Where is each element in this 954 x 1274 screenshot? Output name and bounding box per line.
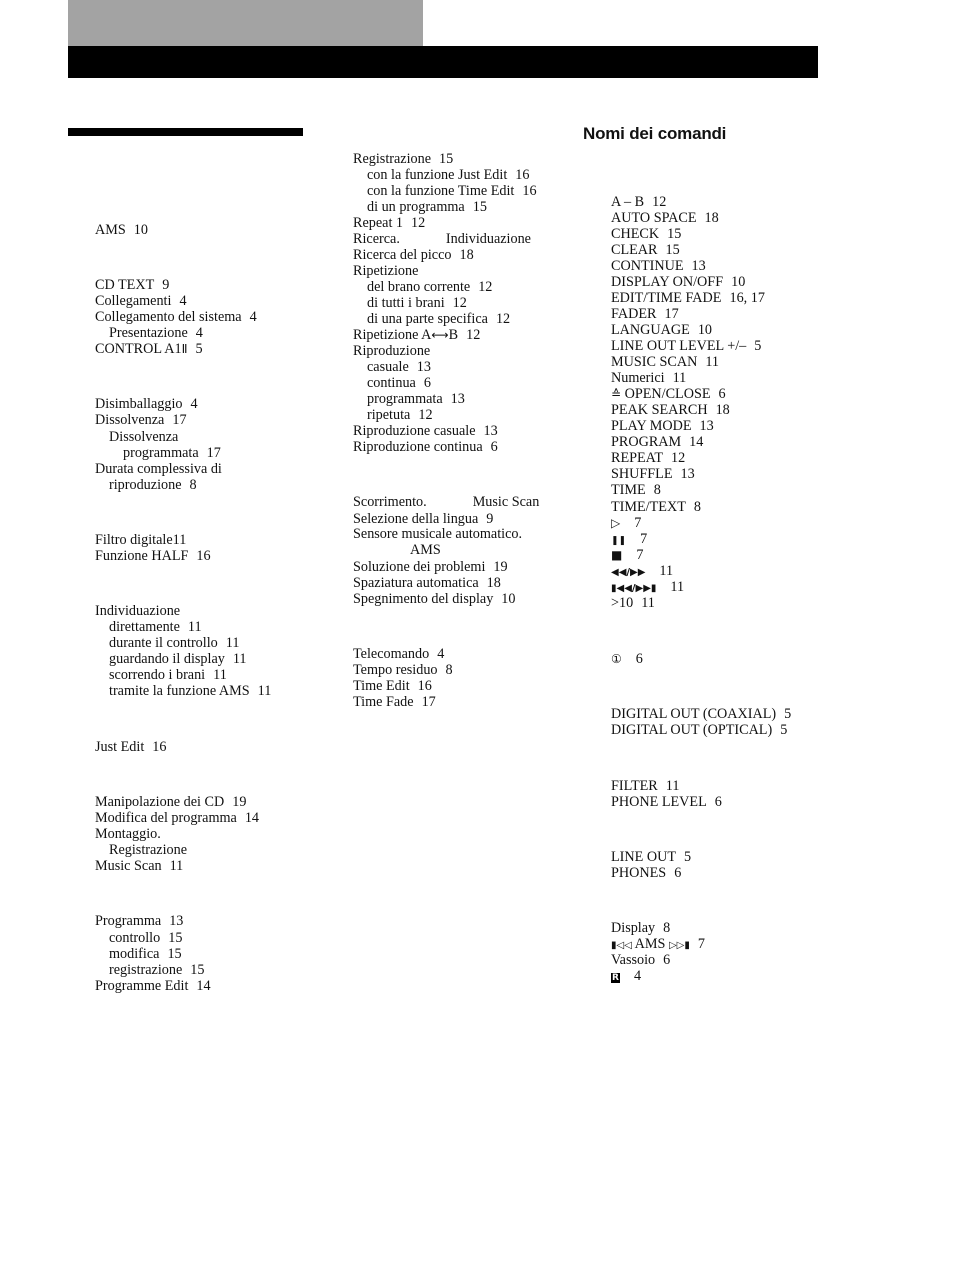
index-entry: Time Fade 17 <box>353 694 436 710</box>
control-entry: TIME/TEXT 8 <box>611 499 701 515</box>
index-subentry: Registrazione <box>109 842 188 858</box>
control-entry: PHONES 6 <box>611 865 682 881</box>
index-subentry: direttamente 11 <box>109 619 202 635</box>
index-entry: Repeat 1 12 <box>353 215 426 231</box>
control-entry: LANGUAGE 10 <box>611 322 712 338</box>
index-subentry: registrazione 15 <box>109 962 205 978</box>
index-entry: Sensore musicale automatico. <box>353 526 523 542</box>
index-entry: CD TEXT 9 <box>95 277 170 293</box>
control-entry: ❚❚ 7 <box>611 531 648 547</box>
control-entry: SHUFFLE 13 <box>611 466 695 482</box>
control-entry: ▮◁◁ AMS ▷▷▮ 7 <box>611 936 705 952</box>
header-black-bar <box>68 46 818 78</box>
index-subentry: continua 6 <box>367 375 431 391</box>
index-subentry: scorrendo i brani 11 <box>109 667 227 683</box>
index-subentry: di un programma 15 <box>367 199 487 215</box>
control-entry: DISPLAY ON/OFF 10 <box>611 274 746 290</box>
index-entry: Disimballaggio 4 <box>95 396 198 412</box>
index-entry: Telecomando 4 <box>353 646 445 662</box>
index-entry: AMS 10 <box>95 222 148 238</box>
index-entry: Music Scan 11 <box>95 858 184 874</box>
index-entry: Spaziatura automatica 18 <box>353 575 501 591</box>
index-entry: Manipolazione dei CD 19 <box>95 794 247 810</box>
control-entry: MUSIC SCAN 11 <box>611 354 720 370</box>
control-entry: PROGRAM 14 <box>611 434 704 450</box>
control-entry: ◀◀/▶▶ 11 <box>611 563 674 579</box>
control-entry: ▮◀◀/▶▶▮ 11 <box>611 579 685 595</box>
index-entry: Programma 13 <box>95 913 184 929</box>
index-entry: Filtro digitale11 <box>95 532 187 548</box>
section-heading: Nomi dei comandi <box>583 124 727 143</box>
index-entry: Programme Edit 14 <box>95 978 211 994</box>
control-entry: Numerici 11 <box>611 370 687 386</box>
index-entry: Ricerca del picco 18 <box>353 247 474 263</box>
control-entry: ① 6 <box>611 651 643 667</box>
bidirectional-arrow-icon: ⟷ <box>431 328 449 342</box>
index-entry: Ricerca. Individuazione <box>353 231 531 247</box>
index-entry: Ripetizione <box>353 263 419 279</box>
control-entry: ■ 7 <box>611 547 644 563</box>
index-entry: Collegamenti 4 <box>95 293 187 309</box>
control-entry: A – B 12 <box>611 194 667 210</box>
index-subentry: ripetuta 12 <box>367 407 433 423</box>
index-entry: Riproduzione casuale 13 <box>353 423 498 439</box>
index-entry: Individuazione <box>95 603 181 619</box>
control-entry: PLAY MODE 13 <box>611 418 714 434</box>
control-entry: >10 11 <box>611 595 655 611</box>
index-entry: CONTROL A1Ⅱ 5 <box>95 341 203 357</box>
index-subentry: guardando il display 11 <box>109 651 247 667</box>
control-entry: LINE OUT 5 <box>611 849 692 865</box>
index-entry: Funzione HALF 16 <box>95 548 211 564</box>
index-entry: Montaggio. <box>95 826 161 842</box>
index-subentry: di una parte specifica 12 <box>367 311 511 327</box>
control-entry: TIME 8 <box>611 482 661 498</box>
ams-right-icon: ▷▷▮ <box>668 940 690 951</box>
control-a1-mark-icon: Ⅱ <box>181 342 188 356</box>
index-entry: Time Edit 16 <box>353 678 432 694</box>
control-entry: Vassoio 6 <box>611 952 671 968</box>
index-entry: Riproduzione <box>353 343 431 359</box>
index-entry: Riproduzione continua 6 <box>353 439 498 455</box>
index-entry: Tempo residuo 8 <box>353 662 453 678</box>
control-entry: DIGITAL OUT (COAXIAL) 5 <box>611 706 792 722</box>
control-entry: REPEAT 12 <box>611 450 686 466</box>
index-subentry: di tutti i brani 12 <box>367 295 467 311</box>
stop-icon: ■ <box>611 548 623 562</box>
control-entry: FILTER 11 <box>611 778 680 794</box>
index-subentry: controllo 15 <box>109 930 183 946</box>
index-entry: Registrazione 15 <box>353 151 454 167</box>
control-entry: FADER 17 <box>611 306 679 322</box>
index-subentry: durante il controllo 11 <box>109 635 240 651</box>
control-entry: PEAK SEARCH 18 <box>611 402 730 418</box>
index-subentry: AMS <box>410 542 441 558</box>
remote-sensor-icon: R <box>612 973 619 983</box>
control-entry: LINE OUT LEVEL +/– 5 <box>611 338 762 354</box>
control-entry: PHONE LEVEL 6 <box>611 794 722 810</box>
index-entry: Durata complessiva di <box>95 461 222 477</box>
power-icon: ① <box>611 652 622 666</box>
control-entry: ▷ 7 <box>611 515 642 531</box>
index-subentry: programmata 17 <box>123 445 221 461</box>
control-entry: AUTO SPACE 18 <box>611 210 719 226</box>
play-icon: ▷ <box>611 516 621 530</box>
index-subentry: con la funzione Time Edit 16 <box>367 183 537 199</box>
index-subentry: programmata 13 <box>367 391 465 407</box>
index-subentry: Presentazione 4 <box>109 325 203 341</box>
index-entry: Collegamento del sistema 4 <box>95 309 257 325</box>
index-subentry: casuale 13 <box>367 359 431 375</box>
index-entry: Spegnimento del display 10 <box>353 591 516 607</box>
rewind-fast-forward-icon: ◀◀/▶▶ <box>611 567 646 578</box>
control-entry: Display 8 <box>611 920 671 936</box>
index-subentry: modifica 15 <box>109 946 182 962</box>
ams-left-icon: ▮◁◁ <box>611 940 632 951</box>
previous-next-icon: ▮◀◀/▶▶▮ <box>611 583 657 594</box>
index-subentry: con la funzione Just Edit 16 <box>367 167 530 183</box>
index-entry: Soluzione dei problemi 19 <box>353 559 508 575</box>
index-entry: Dissolvenza 17 <box>95 412 187 428</box>
pause-icon: ❚❚ <box>611 536 627 546</box>
index-entry: Scorrimento. Music Scan <box>353 494 540 510</box>
index-subentry: tramite la funzione AMS 11 <box>109 683 272 699</box>
section-rule <box>68 128 303 136</box>
index-entry: Selezione della lingua 9 <box>353 511 494 527</box>
index-entry: Just Edit 16 <box>95 739 167 755</box>
index-entry: Modifica del programma 14 <box>95 810 260 826</box>
index-subentry: del brano corrente 12 <box>367 279 493 295</box>
control-entry: EDIT/TIME FADE 16, 17 <box>611 290 765 306</box>
control-entry: CONTINUE 13 <box>611 258 706 274</box>
control-entry: ≙ OPEN/CLOSE 6 <box>611 386 726 402</box>
index-subentry: Dissolvenza <box>109 429 179 445</box>
control-entry: R 4 <box>612 968 642 984</box>
eject-icon: ≙ <box>611 387 622 401</box>
control-entry: CLEAR 15 <box>611 242 680 258</box>
control-entry: CHECK 15 <box>611 226 682 242</box>
index-subentry: riproduzione 8 <box>109 477 197 493</box>
header-gray-bar <box>68 0 423 46</box>
index-entry: Ripetizione A⟷B 12 <box>353 327 481 343</box>
control-entry: DIGITAL OUT (OPTICAL) 5 <box>611 722 788 738</box>
